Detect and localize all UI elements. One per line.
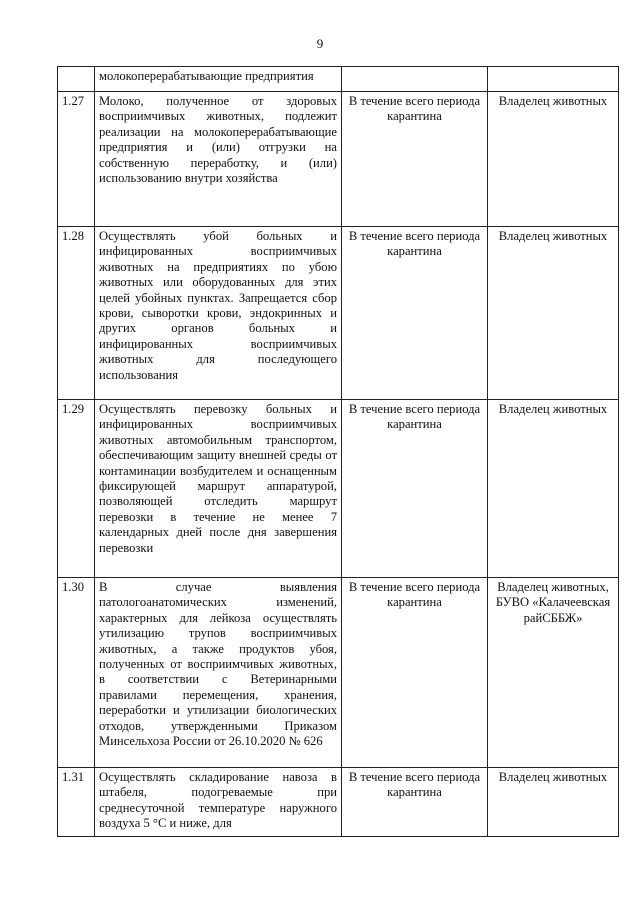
responsible-text xyxy=(488,67,619,92)
period-text: В течение всего периода карантина xyxy=(342,92,488,227)
period-text xyxy=(342,67,488,92)
measure-text: Осуществлять складирование навоза в штабеля, подогреваемые при среднесуточной температуре наружного воздуха 5 °С и ниже, для xyxy=(95,768,342,837)
period-text: В течение всего периода карантина xyxy=(342,768,488,837)
row-number: 1.29 xyxy=(58,400,95,578)
responsible-text: Владелец животных xyxy=(488,92,619,227)
row-number xyxy=(58,67,95,92)
period-text: В течение всего периода карантина xyxy=(342,578,488,768)
measure-text: Осуществлять перевозку больных и инфицированных восприимчивых животных автомобильным транспортом, обеспечивающим защиту внешней среды от контаминации возбудителем и оснащенным фиксирующей маршрут аппаратурой, позволяющей отследить маршрут перевозки в течение не менее 7 календарных дней после дня завершения перевозки xyxy=(95,400,342,578)
row-number: 1.30 xyxy=(58,578,95,768)
measure-text: В случае выявления патологоанатомических изменений, характерных для лейкоза осуществлять утилизацию трупов восприимчивых животных, а также продуктов убоя, полученных от восприимчивых животных, в соответствии с Ветеринарными правилами перемещения, хранения, переработки и утилизации биологических отходов, утвержденными Приказом Минсельхоза России от 26.10.2020 № 626 xyxy=(95,578,342,768)
period-text: В течение всего периода карантина xyxy=(342,400,488,578)
responsible-text: Владелец животных xyxy=(488,227,619,400)
responsible-text: Владелец животных xyxy=(488,400,619,578)
measure-text: Молоко, полученное от здоровых восприимчивых животных, подлежит реализации на молокоперерабатывающие предприятия и (или) отгрузки на собственную переработку, и (или) использованию внутри хозяйства xyxy=(95,92,342,227)
responsible-text: Владелец животных xyxy=(488,768,619,837)
table-row xyxy=(58,400,619,578)
period-text: В течение всего периода карантина xyxy=(342,227,488,400)
table-row xyxy=(58,227,619,400)
table-row xyxy=(58,67,619,92)
row-number: 1.28 xyxy=(58,227,95,400)
measure-text: Осуществлять убой больных и инфицированных восприимчивых животных на предприятиях по убою животных или оборудованных для этих целей убойных пунктах. Запрещается сбор крови, сыворотки крови, эндокринных и других органов больных и инфицированных восприимчивых животных для последующего использования xyxy=(95,227,342,400)
quarantine-measures-table xyxy=(57,66,619,837)
responsible-text: Владелец животных, БУВО «Калачеевская райСББЖ» xyxy=(488,578,619,768)
table-row xyxy=(58,578,619,768)
page-number: 9 xyxy=(316,36,324,51)
table-row xyxy=(58,768,619,837)
row-number: 1.27 xyxy=(58,92,95,227)
row-number: 1.31 xyxy=(58,768,95,837)
measure-text: молокоперерабатывающие предприятия xyxy=(95,67,342,92)
table-row xyxy=(58,92,619,227)
